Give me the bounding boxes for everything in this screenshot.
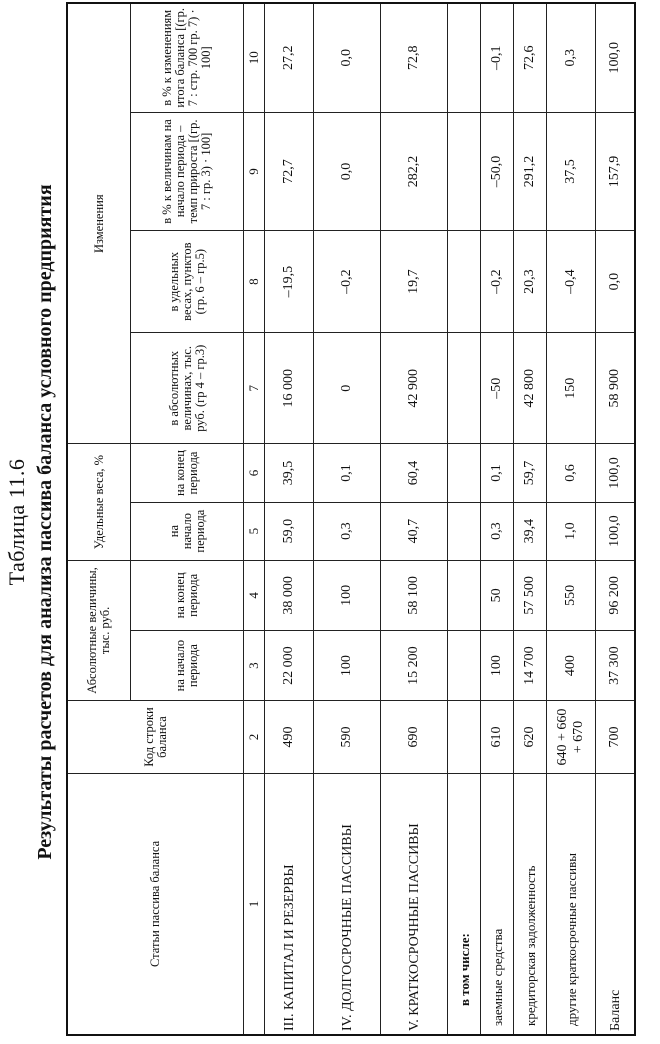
header-items: Статьи пассива баланса [67,773,244,1035]
column-number-row [244,3,265,1035]
header-abs-end: на конец периода [131,560,244,630]
cell: 16 000 [265,333,314,444]
cell: 37,5 [547,112,596,231]
cell: 40,7 [381,502,448,560]
cell: –0,1 [481,3,514,112]
cell: 157,9 [596,112,636,231]
cell: 0,1 [314,444,381,502]
cell: 0,3 [547,3,596,112]
header-changes-group: Изменения [67,3,131,444]
col-num: 3 [244,630,265,700]
cell: 42 800 [514,333,547,444]
cell: 57 500 [514,560,547,630]
row-code: 490 [265,701,314,774]
col-num: 2 [244,701,265,774]
row-code: 590 [314,701,381,774]
cell: 0,3 [314,502,381,560]
cell: 58 900 [596,333,636,444]
row-name: III. КАПИТАЛ И РЕЗЕРВЫ [265,773,314,1035]
cell: 0,6 [547,444,596,502]
cell: 58 100 [381,560,448,630]
col-num: 9 [244,112,265,231]
cell: 100,0 [596,444,636,502]
row-name: Баланс [596,773,636,1035]
table-row [514,3,547,1035]
cell: 27,2 [265,3,314,112]
cell: –19,5 [265,231,314,333]
header-change-share: в удельных весах, пунктов (гр. 6 – гр.5) [131,231,244,333]
table-row [448,3,481,1035]
table-row [314,3,381,1035]
col-num: 4 [244,560,265,630]
header-share-group: Удельные веса, % [67,444,131,560]
cell: 60,4 [381,444,448,502]
table-label: Таблица 11.6 [4,458,29,586]
cell: 150 [547,333,596,444]
cell: 59,0 [265,502,314,560]
cell: –0,2 [481,231,514,333]
row-name: V. КРАТКОСРОЧНЫЕ ПАССИВЫ [381,773,448,1035]
row-code: 640 + 660 + 670 [547,701,596,774]
row-name: IV. ДОЛГОСРОЧНЫЕ ПАССИВЫ [314,773,381,1035]
table-row [381,3,448,1035]
liabilities-analysis-table [66,2,636,1036]
cell: 59,7 [514,444,547,502]
cell: 72,7 [265,112,314,231]
row-code: 700 [596,701,636,774]
row-name: кредиторская задолженность [514,773,547,1035]
row-code: 610 [481,701,514,774]
cell: 20,3 [514,231,547,333]
cell: 15 200 [381,630,448,700]
header-share-start: на начало периода [131,502,244,560]
row-name: заемные средства [481,773,514,1035]
cell: 37 300 [596,630,636,700]
cell: 100 [314,630,381,700]
table-row-total [596,3,636,1035]
cell: 19,7 [381,231,448,333]
cell: 72,6 [514,3,547,112]
table-row [265,3,314,1035]
cell: 100,0 [596,502,636,560]
header-change-pct-total: в % к изменениям итога баланса [(гр. 7 : стр. 700 гр. 7) · 100] [131,3,244,112]
cell: –0,4 [547,231,596,333]
table-title: Результаты расчетов для анализа пассива баланса условного предприятия [34,184,56,860]
cell: 0,0 [596,231,636,333]
header-line-code: Код строки баланса [67,701,244,774]
cell: 100 [481,630,514,700]
header-abs-start: на начало периода [131,630,244,700]
cell: 0,0 [314,3,381,112]
col-num: 8 [244,231,265,333]
cell: 14 700 [514,630,547,700]
row-name: другие краткосрочные пассивы [547,773,596,1035]
cell: 50 [481,560,514,630]
header-change-growth: в % к величинам на начало периода – темп прироста [(гр. 7 : гр. 3) · 100] [131,112,244,231]
cell: 96 200 [596,560,636,630]
header-absolute-group: Абсолютные величины, тыс. руб. [67,560,131,701]
cell: 42 900 [381,333,448,444]
cell: –0,2 [314,231,381,333]
cell: 282,2 [381,112,448,231]
table-row [481,3,514,1035]
cell: 0,1 [481,444,514,502]
row-code: 620 [514,701,547,774]
table-row [547,3,596,1035]
col-num: 6 [244,444,265,502]
col-num: 1 [244,773,265,1035]
cell: 0,3 [481,502,514,560]
cell: 400 [547,630,596,700]
cell: 22 000 [265,630,314,700]
cell: 100 [314,560,381,630]
cell: 291,2 [514,112,547,231]
cell: 38 000 [265,560,314,630]
col-num: 10 [244,3,265,112]
cell: 1,0 [547,502,596,560]
cell: –50,0 [481,112,514,231]
cell: 39,4 [514,502,547,560]
row-code: 690 [381,701,448,774]
col-num: 7 [244,333,265,444]
col-num: 5 [244,502,265,560]
cell: –50 [481,333,514,444]
cell: 39,5 [265,444,314,502]
cell: 100,0 [596,3,636,112]
cell: 72,8 [381,3,448,112]
cell: 0 [314,333,381,444]
cell: 550 [547,560,596,630]
header-change-absolute: в абсолютных величинах, тыс. руб. (гр 4 – гр.3) [131,333,244,444]
row-name: в том числе: [448,773,481,1035]
header-share-end: на конец периода [131,444,244,502]
cell: 0,0 [314,112,381,231]
